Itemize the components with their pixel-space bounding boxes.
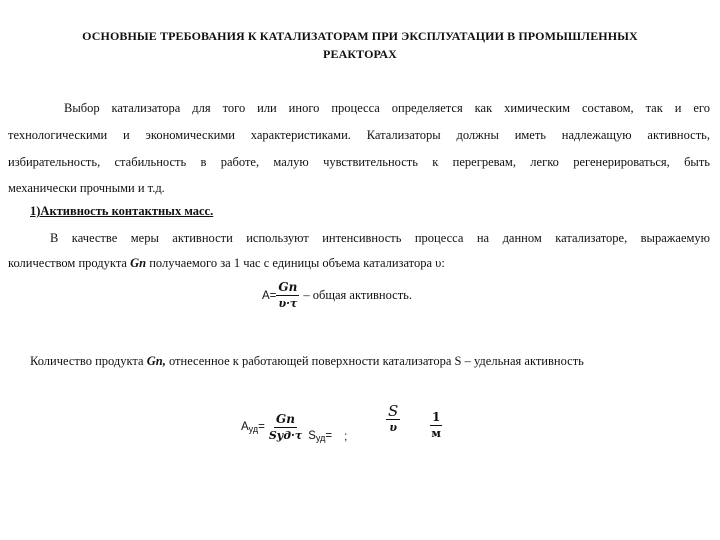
formula-general-lhs: A=	[262, 289, 277, 302]
intro-line-1: Выбор катализатора для того или иного процесса определяется как химическим составом, так и его	[64, 101, 710, 115]
formula-s-lhs: $S_{уд}=$	[308, 430, 333, 443]
specific-activity-line	[30, 353, 720, 369]
formula-s-over-v	[386, 404, 400, 435]
specific-line-post: отнесенное к работающей поверхности катализатора S – удельная активность	[165, 354, 584, 368]
formula-s-fraction	[386, 404, 400, 435]
activity-line-1: В качестве меры активности используют интенсивность процесса на данном катализаторе, выражаемую	[50, 231, 710, 245]
intro-line-4: механически прочными и т.д.	[8, 181, 165, 195]
section-heading: 1)Активность контактных масс.	[30, 204, 214, 218]
formula-specific-lhs: $A_{уд}=$	[241, 421, 265, 434]
formula-separator: ;	[344, 430, 348, 443]
formula-unit	[430, 410, 442, 441]
intro-line-2: технологическими и экономическими характеристиками. Катализаторы должны иметь надлежащую активность,	[8, 128, 710, 142]
activity-line-2-post: получаемого за 1 час с единицы объема катализатора υ:	[146, 256, 445, 270]
document-title-line-1: ОСНОВНЫЕ ТРЕБОВАНИЯ К КАТАЛИЗАТОРАМ ПРИ ЭКСПЛУАТАЦИИ В ПРОМЫШЛЕННЫХ	[82, 29, 638, 43]
formula-unit-numerator: 1	[432, 410, 441, 424]
formula-general-activity	[262, 280, 412, 311]
formula-s-denominator: υ	[389, 421, 397, 434]
activity-line-2	[8, 255, 710, 271]
document-title-line-2: РЕАКТОРАХ	[323, 47, 397, 61]
formula-general-fraction	[276, 280, 299, 311]
document-title	[20, 27, 700, 63]
formula-general-denominator: υ·τ	[278, 297, 298, 310]
specific-line-symbol: Gn,	[146, 354, 166, 368]
formula-specific-fraction	[269, 412, 302, 443]
product-symbol: Gn	[130, 256, 147, 270]
formula-specific-activity	[241, 412, 347, 443]
formula-s-numerator: S	[388, 402, 399, 420]
activity-line-2-pre: количеством продукта	[8, 256, 131, 270]
specific-line-pre: Количество продукта	[30, 354, 147, 368]
formula-general-numerator: Gn	[278, 280, 298, 294]
formula-unit-denominator: м	[431, 427, 441, 440]
formula-specific-denominator: Sуд·τ	[268, 429, 303, 442]
intro-line-3: избирательность, стабильность в работе, малую чувствительность к перегревам, легко регенерироваться, быть	[8, 155, 710, 169]
formula-general-caption: – общая активность.	[303, 288, 413, 302]
formula-unit-fraction	[430, 410, 442, 441]
formula-specific-numerator: Gn	[276, 412, 296, 426]
